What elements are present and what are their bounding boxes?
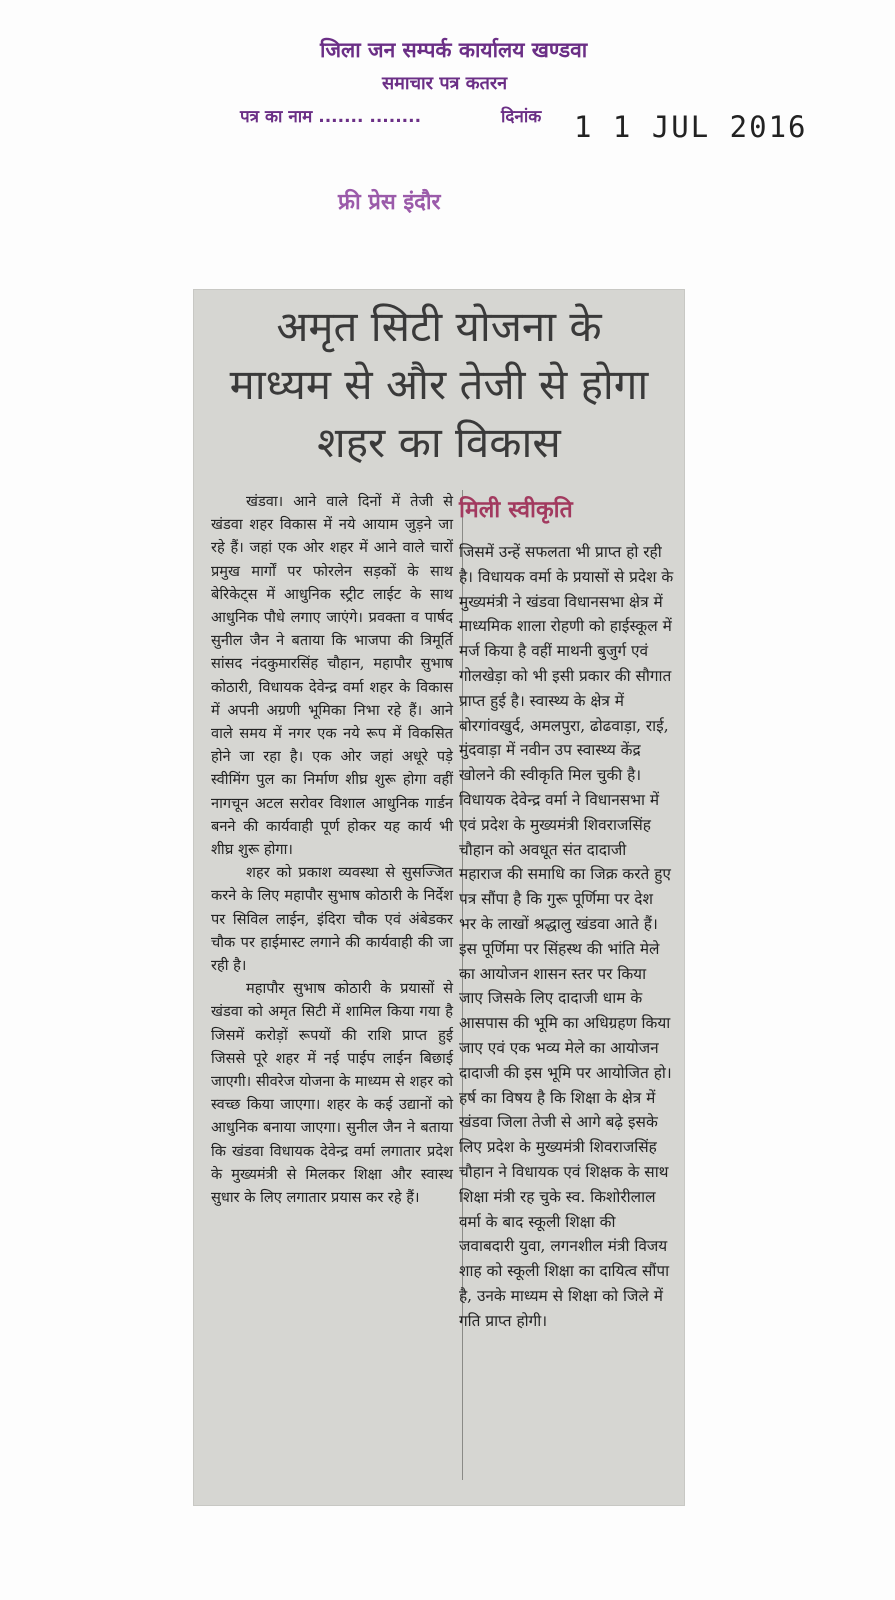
stamp-paper-name-label: पत्र का नाम ....... ........ — [240, 107, 422, 127]
article-left-column — [211, 490, 453, 1209]
left-paragraph-3: महापौर सुभाष कोठारी के प्रयासों से खंडवा को अमृत सिटी में शामिल किया गया है जिसमें करोड़ों रूपयों की राशि प्राप्त हुई जिससे पूरे शहर में नई पाईप लाईन बिछाई जाएगी। सीवरेज योजना के माध्यम से शहर को स्वच्छ किया जाएगा। शहर के कई उद्यानों को आधुनिक बनाया जाएगा। सुनील जैन ने बताया कि खंडवा विधायक देवेन्द्र वर्मा लगातार प्रदेश के मुख्यमंत्री से मिलकर शिक्षा और स्वास्थ सुधार के लिए लगातार प्रयास कर रहे हैं। — [211, 980, 453, 1207]
headline-line-2: माध्यम से और तेजी से होगा — [229, 360, 649, 409]
article-right-column — [459, 540, 674, 1334]
headline-line-3: शहर का विकास — [317, 418, 561, 467]
article-subhead: मिली स्वीकृति — [459, 497, 573, 523]
stamp-date: 1 1 JUL 2016 — [574, 110, 808, 144]
article-headline — [194, 298, 684, 472]
stamp-office-name: जिला जन सम्पर्क कार्यालय खण्डवा — [320, 38, 588, 62]
headline-line-1: अमृत सिटी योजना के — [276, 302, 602, 351]
right-paragraph: जिसमें उन्हें सफलता भी प्राप्त हो रही है। विधायक वर्मा के प्रयासों से प्रदेश के मुख्यमंत्री ने खंडवा विधानसभा क्षेत्र में माध्यमिक शाला रोहणी को हाईस्कूल में मर्ज किया है वहीं माथनी बुजुर्ग एवं गोलखेड़ा को भी इसी प्रकार की सौगात प्राप्त हुई है। स्वास्थ्य के क्षेत्र में बोरगांवखुर्द, अमलपुरा, ढोढवाड़ा, राई, मुंदवाड़ा में नवीन उप स्वास्थ्य केंद्र खोलने की स्वीकृति मिल चुकी है। विधायक देवेन्द्र वर्मा ने विधानसभा में एवं प्रदेश के मुख्यमंत्री शिवराजसिंह चौहान को अवधूत संत दादाजी महाराज की समाधि का जिक्र करते हुए पत्र सौंपा है कि गुरू पूर्णिमा पर देश भर के लाखों श्रद्धालु खंडवा आते हैं। इस पूर्णिमा पर सिंहस्थ की भांति मेले का आयोजन शासन स्तर पर किया जाए जिसके लिए दादाजी धाम के आसपास की भूमि का अधिग्रहण किया जाए एवं एक भव्य मेले का आयोजन दादाजी की इस भूमि पर आयोजित हो। हर्ष का विषय है कि शिक्षा के क्षेत्र में खंडवा जिला तेजी से आगे बढ़े इसके लिए प्रदेश के मुख्यमंत्री शिवराजसिंह चौहान ने विधायक एवं शिक्षक के साथ शिक्षा मंत्री रह चुके स्व. किशोरीलाल वर्मा के बाद स्कूली शिक्षा की जवाबदारी युवा, लगनशील मंत्री विजय शाह को स्कूली शिक्षा का दायित्व सौंपा है, उनके माध्यम से शिक्षा को जिले में गति प्राप्त होगी। — [459, 543, 674, 1330]
stamp-date-label: दिनांक — [501, 107, 542, 127]
stamp-document-kind: समाचार पत्र कतरन — [382, 73, 508, 94]
newspaper-clipping — [194, 290, 684, 1505]
left-paragraph-2: शहर को प्रकाश व्यवस्था से सुसज्जित करने के लिए महापौर सुभाष कोठारी के निर्देश पर सिविल लाईन, इंदिरा चौक एवं अंबेडकर चौक पर हाईमास्ट लगाने की कार्यवाही की जा रही है। — [211, 864, 453, 975]
left-paragraph-1: खंडवा। आने वाले दिनों में तेजी से खंडवा शहर विकास में नये आयाम जुड़ने जा रहे हैं। जहां एक ओर शहर में आने वाले चारों प्रमुख मार्गों पर फोरलेन सड़कों के साथ बेरिकेट्स में आधुनिक स्ट्रीट लाईट के साथ आधुनिक पौधे लगाए जाएंगे। प्रवक्ता व पार्षद सुनील जैन ने बताया कि भाजपा की त्रिमूर्ति सांसद नंदकुमारसिंह चौहान, महापौर सुभाष कोठारी, विधायक देवेन्द्र वर्मा शहर के विकास में अपनी अग्रणी भूमिका निभा रहे हैं। आने वाले समय में नगर एक नये रूप में विकसित होने जा रहा है। एक ओर जहां अधूरे पड़े स्वीमिंग पुल का निर्माण शीघ्र शुरू होगा वहीं नागचून अटल सरोवर विशाल आधुनिक गार्डन बनने की कार्यवाही पूर्ण होकर यह कार्य भी शीघ्र शुरू होगा। — [211, 493, 453, 859]
stamp-newspaper-name: फ्री प्रेस इंदौर — [338, 190, 441, 215]
